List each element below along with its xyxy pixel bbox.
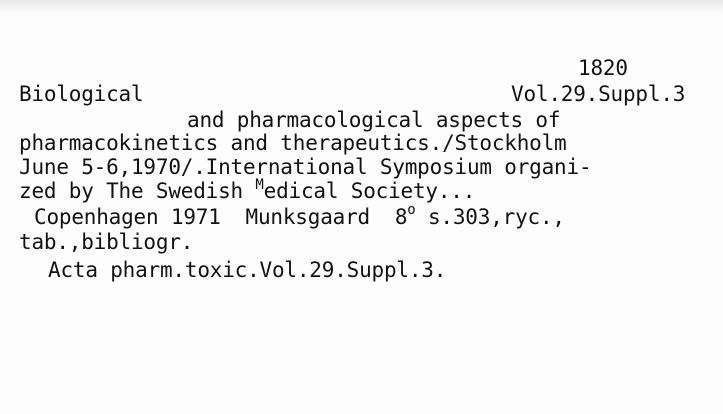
- title-line-4-start: zed by The Swedish: [19, 179, 256, 203]
- title-line-2: pharmacokinetics and therapeutics./Stockholm: [19, 131, 567, 155]
- call-number: 1820: [578, 56, 628, 80]
- title-line-1: and pharmacological aspects of: [187, 108, 561, 132]
- superscript-m: M: [255, 177, 264, 193]
- series-note: Acta pharm.toxic.Vol.29.Suppl.3.: [48, 258, 447, 282]
- imprint-end: s.303,ryc.,: [415, 205, 565, 229]
- heading-word: Biological: [19, 82, 144, 106]
- card-top-edge: [0, 0, 723, 14]
- title-line-4: [19, 177, 476, 203]
- volume-reference: Vol.29.Suppl.3: [511, 82, 686, 106]
- imprint-line: [34, 202, 565, 229]
- title-line-4-end: edical Society...: [263, 179, 476, 203]
- title-line-3: June 5-6,1970/.International Symposium organi-: [19, 155, 592, 179]
- imprint-start: Copenhagen 1971 Munksgaard 8: [34, 205, 408, 229]
- format-superscript: o: [407, 202, 416, 218]
- imprint-continuation: tab.,bibliogr.: [19, 230, 194, 254]
